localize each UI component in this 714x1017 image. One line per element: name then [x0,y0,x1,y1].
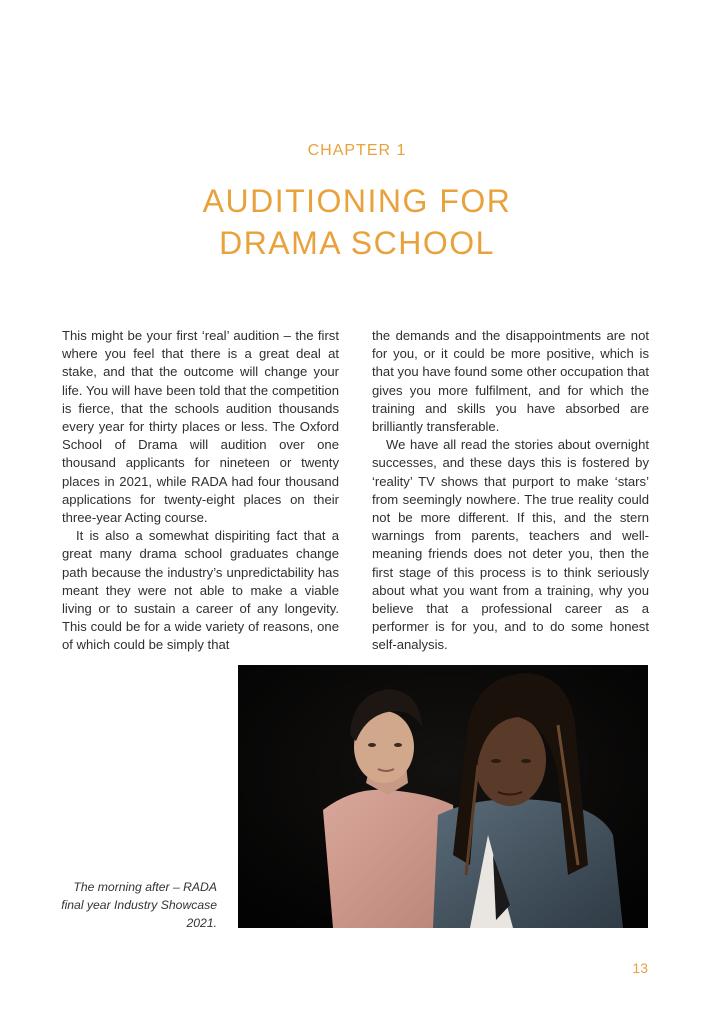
paragraph: This might be your first ‘real’ audition – the first where you feel that there is a great deal at stake, and that the outcome will change your life. You will have been told that the competition is fierce, that the schools audition thousands every year for thirty places or less. The Oxford School of Drama will audition over one thousand applicants for nineteen or twenty places in 2021, while RADA had four thousand applications for twenty-eight places on their three-year Acting course. [62,328,339,526]
chapter-title-line-1: AUDITIONING FOR [202,183,512,219]
page-number: 13 [632,960,648,976]
chapter-title [0,180,714,264]
photo-illustration [238,665,648,928]
chapter-label: CHAPTER 1 [307,142,407,159]
paragraph: It is also a somewhat dispiriting fact that a great many drama school graduates change path because the industry’s unpredictability has meant they were not able to make a viable living or to sustain a career of any longevity. This could be for a wide variety of reasons, one of which could be simply that [62,528,339,653]
photo [238,665,648,928]
chapter-title-line-2: DRAMA SCHOOL [219,225,495,261]
figure-caption: The morning after – RADA final year Industry Showcase 2021. [61,880,217,930]
body-column-right [372,327,649,655]
paragraph: We have all read the stories about overnight successes, and these days this is fostered by ‘reality’ TV shows that purport to make ‘stars’ from seemingly nowhere. The true reality could not be more different. If this, and the stern warnings from parents, teachers and well-meaning friends does not deter you, then the first stage of this process is to think seriously about what you want from a training, why you believe that a professional career as a performer is for you, and to do some honest self-analysis. [372,437,649,653]
paragraph: the demands and the disappointments are not for you, or it could be more positive, which is that you have found some other occupation that gives you more fulfilment, and for which the training and skills you have absorbed are brilliantly transferable. [372,328,649,435]
body-column-left [62,327,339,655]
